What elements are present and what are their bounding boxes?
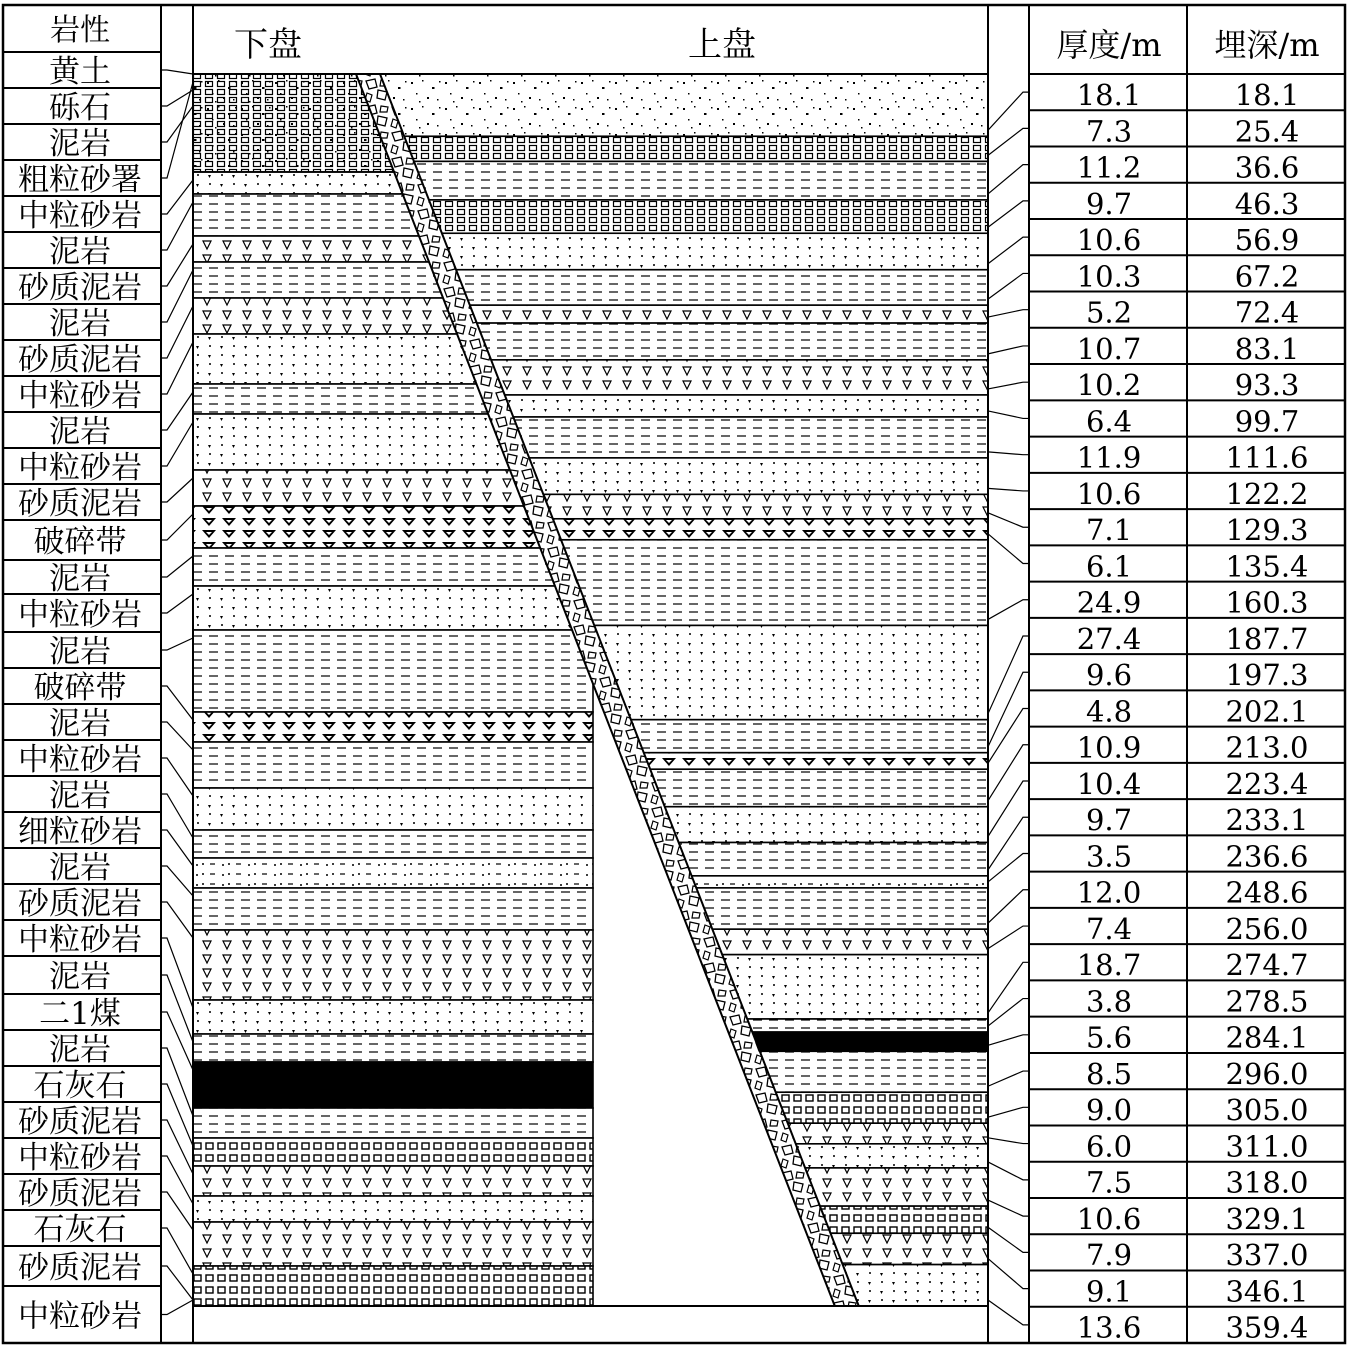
thickness-cell: 6.0 xyxy=(1085,1129,1133,1164)
depth-cell: 311.0 xyxy=(1225,1129,1309,1164)
table-leader xyxy=(988,1227,1029,1252)
depth-cell: 18.1 xyxy=(1234,78,1300,112)
table-leader xyxy=(988,1200,1029,1216)
depth-cell: 284.1 xyxy=(1225,1020,1309,1055)
table-leader xyxy=(988,411,1029,418)
lithology-leader xyxy=(161,392,193,430)
lithology-leader xyxy=(161,638,193,650)
lithology-cell: 泥岩 xyxy=(49,234,111,270)
table-leader xyxy=(988,534,1029,564)
depth-cell: 25.4 xyxy=(1234,114,1300,149)
thickness-cell: 5.2 xyxy=(1085,295,1133,330)
lithology-leader xyxy=(161,938,193,1008)
lithology-cell: 砾石 xyxy=(49,90,111,126)
depth-cell: 67.2 xyxy=(1234,259,1300,294)
lithology-leader xyxy=(161,902,193,938)
depth-cell: 278.5 xyxy=(1225,984,1309,1019)
thickness-cell: 10.3 xyxy=(1076,259,1142,294)
thickness-cell: 24.9 xyxy=(1076,585,1142,620)
table-leader xyxy=(988,452,1029,455)
table-leader xyxy=(988,273,1029,299)
footwall-layer xyxy=(193,830,593,858)
depth-cell: 160.3 xyxy=(1225,585,1309,620)
table-leader xyxy=(988,165,1029,194)
footwall-layer xyxy=(193,1062,593,1108)
lithology-cell: 中粒砂岩 xyxy=(18,198,142,234)
lithology-leader xyxy=(161,1266,193,1300)
thickness-cell: 9.1 xyxy=(1085,1274,1133,1309)
lithology-cell: 粗粒砂署 xyxy=(18,162,142,198)
depth-cell: 233.1 xyxy=(1225,803,1309,838)
footwall-layer xyxy=(193,1138,593,1166)
lithology-leader xyxy=(161,514,193,540)
lithology-cell: 砂质泥岩 xyxy=(18,886,142,922)
table-leader xyxy=(988,346,1029,354)
lithology-leader xyxy=(161,1192,193,1230)
depth-cell: 187.7 xyxy=(1225,621,1309,656)
lithology-cell: 砂质泥岩 xyxy=(18,486,142,522)
table-leader xyxy=(988,1138,1029,1144)
footwall-layer xyxy=(193,630,593,712)
lithology-header: 岩性 xyxy=(50,13,110,48)
thickness-cell: 9.0 xyxy=(1085,1093,1133,1128)
lithology-cell: 砂质泥岩 xyxy=(18,1104,142,1140)
table-leader xyxy=(988,1071,1029,1086)
depth-cell: 135.4 xyxy=(1225,549,1309,584)
footwall-layer xyxy=(193,930,593,1000)
lithology-leader xyxy=(161,180,193,214)
thickness-cell: 7.9 xyxy=(1085,1238,1133,1273)
lithology-cell: 泥岩 xyxy=(49,561,111,597)
depth-cell: 248.6 xyxy=(1225,875,1309,910)
depth-cell: 36.6 xyxy=(1234,150,1300,185)
table-leader xyxy=(988,1259,1029,1289)
lithology-leader xyxy=(161,306,193,358)
depth-cell: 83.1 xyxy=(1234,331,1300,366)
table-leader xyxy=(988,92,1029,130)
lithology-leader xyxy=(161,594,193,613)
depth-cell: 359.4 xyxy=(1225,1310,1309,1345)
table-leader xyxy=(988,237,1029,264)
lithology-leader xyxy=(161,1300,193,1315)
thickness-cell: 18.7 xyxy=(1076,948,1142,983)
thickness-cell: 11.2 xyxy=(1076,150,1142,185)
depth-cell: 346.1 xyxy=(1225,1274,1309,1309)
thickness-cell: 6.4 xyxy=(1085,404,1133,439)
table-leader xyxy=(988,600,1029,620)
lithology-cell: 中粒砂岩 xyxy=(18,1298,142,1335)
footwall-layer xyxy=(193,1034,593,1062)
table-leader xyxy=(988,128,1029,155)
lithology-cell: 泥岩 xyxy=(49,959,111,995)
lithology-cell: 破碎带 xyxy=(33,524,127,560)
lithology-cell: 泥岩 xyxy=(49,634,111,670)
lithology-leader xyxy=(161,1228,193,1274)
lithology-cell: 泥岩 xyxy=(49,778,111,814)
lithology-cell: 砂质泥岩 xyxy=(18,1250,142,1286)
lithology-cell: 泥岩 xyxy=(49,414,111,450)
lithology-cell: 二1煤 xyxy=(39,996,121,1032)
depth-cell: 197.3 xyxy=(1225,658,1309,693)
table-leader xyxy=(988,1162,1029,1180)
hanging-wall-label: 上盘 xyxy=(688,25,756,65)
thickness-cell: 7.1 xyxy=(1085,513,1133,548)
lithology-cell: 中粒砂岩 xyxy=(18,450,142,486)
depth-cell: 93.3 xyxy=(1234,368,1300,403)
thickness-cell: 7.3 xyxy=(1085,114,1133,149)
thickness-cell: 18.1 xyxy=(1076,78,1142,112)
table-leader xyxy=(988,1035,1029,1045)
lithology-leader xyxy=(161,758,193,796)
lithology-leader xyxy=(161,422,193,466)
lithology-cell: 砂质泥岩 xyxy=(18,342,142,378)
depth-cell: 305.0 xyxy=(1225,1093,1309,1128)
thickness-cell: 4.8 xyxy=(1085,694,1133,729)
lithology-cell: 砂质泥岩 xyxy=(18,1176,142,1212)
table-leader xyxy=(988,1300,1029,1325)
thickness-cell: 27.4 xyxy=(1076,621,1142,656)
footwall-layer xyxy=(193,1196,593,1222)
table-leader xyxy=(988,817,1029,870)
thickness-cell: 10.6 xyxy=(1076,1201,1142,1236)
lithology-leader xyxy=(161,82,193,178)
table-leader xyxy=(988,999,1029,1026)
thickness-cell: 9.7 xyxy=(1085,186,1133,221)
thickness-cell: 8.5 xyxy=(1085,1056,1133,1091)
depth-cell: 72.4 xyxy=(1234,295,1300,330)
lithology-leader xyxy=(161,342,193,394)
lithology-leader xyxy=(161,556,193,577)
table-leader xyxy=(988,513,1029,527)
lithology-leader xyxy=(161,70,193,74)
thickness-cell: 12.0 xyxy=(1076,875,1142,910)
lithology-leader xyxy=(161,794,193,838)
thickness-cell: 6.1 xyxy=(1085,549,1133,584)
footwall-label: 下盘 xyxy=(234,25,302,65)
lithology-leader xyxy=(161,478,193,502)
depth-cell: 223.4 xyxy=(1225,766,1309,801)
thickness-cell: 10.4 xyxy=(1076,766,1142,801)
table-leader xyxy=(988,962,1029,1013)
lithology-cell: 细粒砂岩 xyxy=(18,814,142,850)
depth-cell: 46.3 xyxy=(1234,186,1300,221)
thickness-cell: 10.6 xyxy=(1076,223,1142,258)
thickness-cell: 10.6 xyxy=(1076,476,1142,511)
lithology-cell: 泥岩 xyxy=(49,706,111,742)
footwall-layer xyxy=(193,858,593,888)
table-leader xyxy=(988,854,1029,882)
depth-cell: 122.2 xyxy=(1225,476,1309,511)
lithology-cell: 中粒砂岩 xyxy=(18,597,142,633)
lithology-cell: 破碎带 xyxy=(33,670,127,706)
footwall-layer xyxy=(193,1108,593,1138)
depth-cell: 99.7 xyxy=(1234,404,1300,439)
thickness-cell: 3.5 xyxy=(1085,839,1133,874)
lithology-cell: 泥岩 xyxy=(49,1032,111,1068)
thickness-cell: 10.9 xyxy=(1076,730,1142,765)
depth-cell: 111.6 xyxy=(1225,440,1309,475)
lithology-leader xyxy=(161,1120,193,1174)
lithology-leader xyxy=(161,270,193,322)
depth-cell: 318.0 xyxy=(1225,1165,1309,1200)
lithology-cell: 泥岩 xyxy=(49,126,111,162)
thickness-cell: 7.4 xyxy=(1085,911,1133,946)
footwall-layer xyxy=(193,1266,593,1306)
depth-cell: 56.9 xyxy=(1234,223,1300,258)
lithology-cell: 石灰石 xyxy=(33,1212,127,1248)
depth-cell: 256.0 xyxy=(1225,911,1309,946)
table-leader xyxy=(988,781,1029,836)
lithology-cell: 石灰石 xyxy=(33,1068,127,1104)
table-leader xyxy=(988,310,1029,317)
lithology-cell: 中粒砂岩 xyxy=(18,742,142,778)
lithology-leader xyxy=(161,1084,193,1146)
lithology-cell: 黄土 xyxy=(49,54,111,90)
depth-header: 埋深/m xyxy=(1214,26,1320,64)
lithology-cell: 中粒砂岩 xyxy=(18,1140,142,1176)
lithology-cell: 砂质泥岩 xyxy=(18,270,142,306)
lithology-cell: 中粒砂岩 xyxy=(18,378,142,414)
thickness-cell: 3.8 xyxy=(1085,984,1133,1019)
table-leader xyxy=(988,488,1029,491)
depth-cell: 337.0 xyxy=(1225,1238,1309,1273)
lithology-leader xyxy=(161,830,193,866)
lithology-leader xyxy=(161,106,193,142)
lithology-leader xyxy=(161,686,193,720)
depth-cell: 274.7 xyxy=(1225,948,1309,983)
table-leader xyxy=(988,926,1029,949)
depth-cell: 296.0 xyxy=(1225,1056,1309,1091)
footwall-layer xyxy=(193,788,593,830)
thickness-cell: 7.5 xyxy=(1085,1165,1133,1200)
lithology-cell: 中粒砂岩 xyxy=(18,922,142,958)
thickness-cell: 10.7 xyxy=(1076,331,1142,366)
table-leader xyxy=(988,201,1029,227)
footwall-layer xyxy=(193,712,593,742)
thickness-cell: 5.6 xyxy=(1085,1020,1133,1055)
footwall-layer xyxy=(193,1166,593,1196)
lithology-column xyxy=(3,52,161,1343)
lithology-leader xyxy=(161,202,193,250)
footwall-layer xyxy=(193,742,593,788)
depth-cell: 129.3 xyxy=(1225,513,1309,548)
table-leader xyxy=(988,382,1029,389)
lithology-leader xyxy=(161,866,193,896)
lithology-leader xyxy=(161,722,193,750)
table-leader xyxy=(988,1107,1029,1117)
thickness-cell: 10.2 xyxy=(1076,368,1142,403)
thickness-cell: 11.9 xyxy=(1076,440,1142,475)
footwall-layer xyxy=(193,1000,593,1034)
depth-cell: 202.1 xyxy=(1225,694,1309,729)
footwall-layer xyxy=(193,1222,593,1266)
footwall-layer xyxy=(193,888,593,930)
lithology-cell: 泥岩 xyxy=(49,850,111,886)
table-leader xyxy=(988,890,1029,923)
footwall-layer xyxy=(193,548,593,586)
thickness-cell: 9.7 xyxy=(1085,803,1133,838)
thickness-cell: 9.6 xyxy=(1085,658,1133,693)
thickness-cell: 13.6 xyxy=(1076,1310,1142,1345)
lithology-leader xyxy=(161,975,193,1042)
footwall-layer xyxy=(193,586,593,630)
table-leader xyxy=(988,709,1029,764)
depth-cell: 236.6 xyxy=(1225,839,1309,874)
lithology-leader xyxy=(161,1012,193,1070)
depth-cell: 329.1 xyxy=(1225,1201,1309,1236)
lithology-cell: 泥岩 xyxy=(49,306,111,342)
thickness-header: 厚度/m xyxy=(1056,26,1162,64)
depth-cell: 213.0 xyxy=(1225,730,1309,765)
